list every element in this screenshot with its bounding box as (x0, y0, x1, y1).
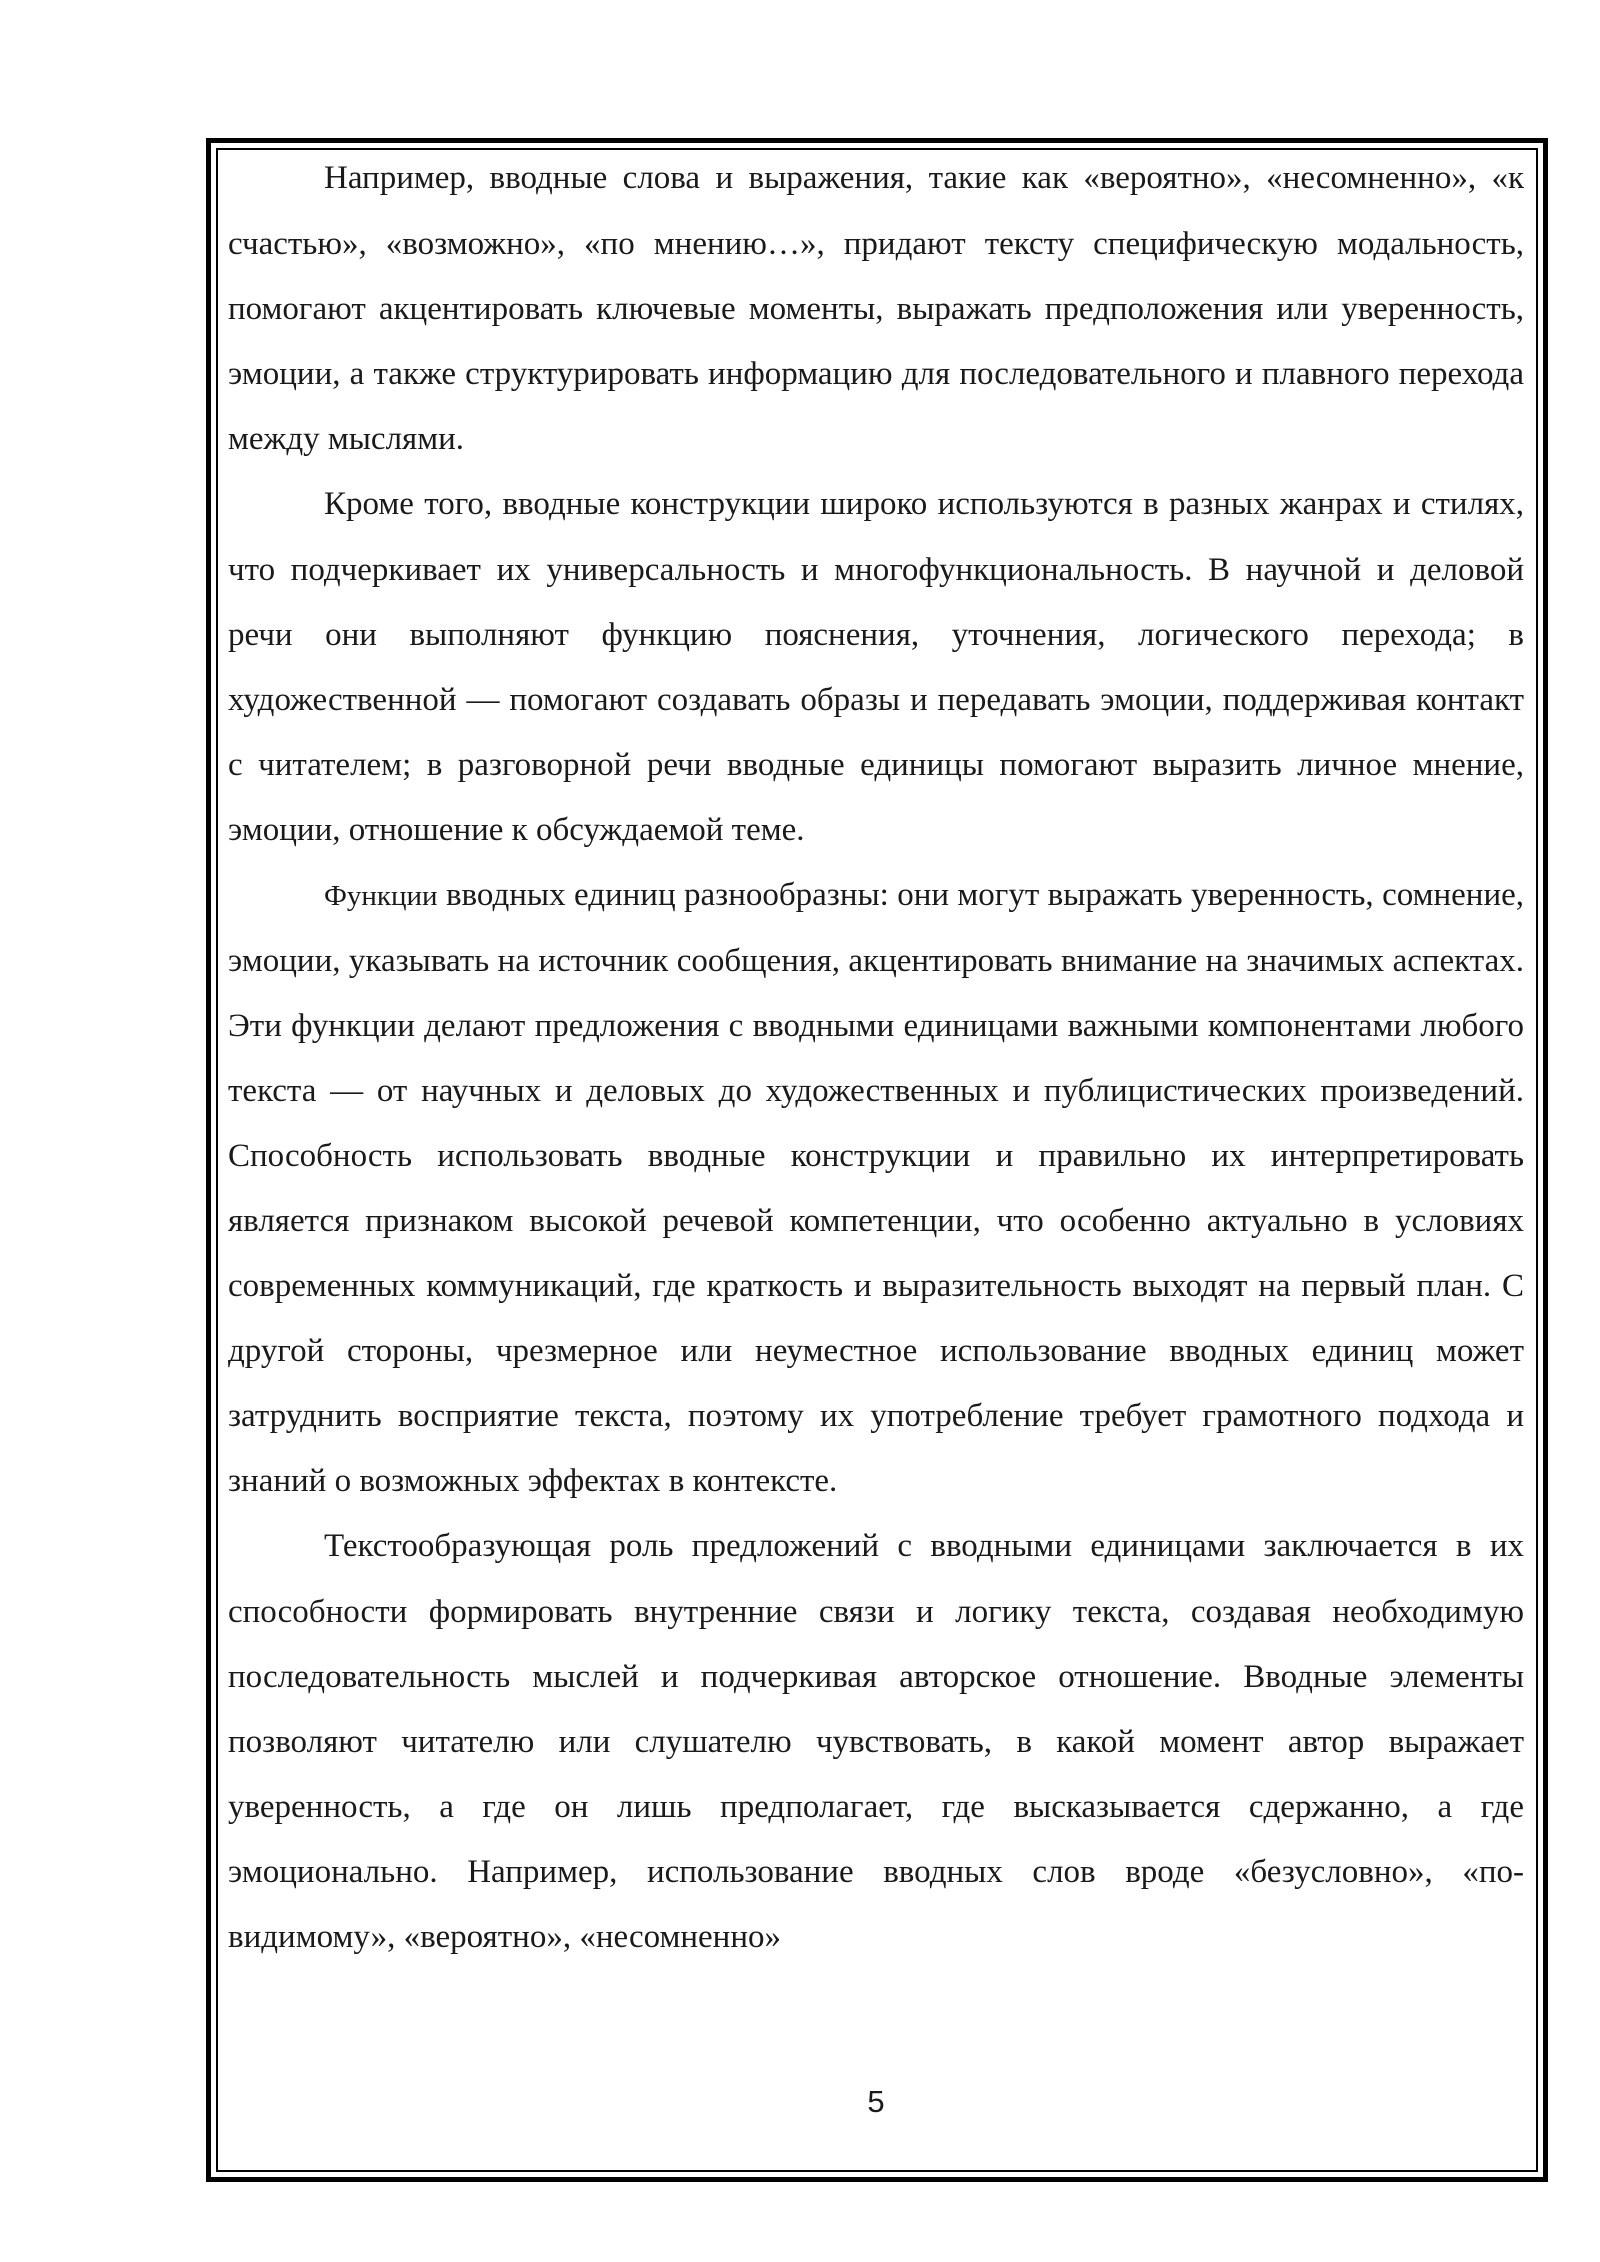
paragraph-1 (228, 146, 1524, 472)
paragraph-4 (228, 1514, 1524, 1970)
paragraph-text: Текстообразующая роль предложений с вводными единицами заключается в их способности формировать внутренние связи и логику текста, создавая необходимую последовательность мыслей и подчеркивая авторское отношение. Вводные элементы позволяют читателю или слушателю чувствовать, в какой момент автор выражает уверенность, а где он лишь предполагает, где высказывается сдержанно, а где эмоционально. Например, использование вводных слов вроде «безусловно», «по-видимому», «вероятно», «несомненно» (228, 1528, 1524, 1955)
page-content (228, 146, 1524, 1970)
paragraph-lead: Функции (324, 880, 438, 912)
paragraph-text: Кроме того, вводные конструкции широко используются в разных жанрах и стилях, что подчеркивает их универсальность и многофункциональность. В научной и деловой речи они выполняют функцию пояснения, уточнения, логического перехода; в художественной — помогают создавать образы и передавать эмоции, поддерживая контакт с читателем; в разговорной речи вводные единицы помогают выразить личное мнение, эмоции, отношение к обсуждаемой теме. (228, 486, 1524, 848)
paragraph-2 (228, 472, 1524, 863)
paragraph-text: Например, вводные слова и выражения, такие как «вероятно», «несомненно», «к счастью», «возможно», «по мнению…», придают тексту специфическую модальность, помогают акцентировать ключевые моменты, выражать предположения или уверенность, эмоции, а также структурировать информацию для последовательного и плавного перехода между мыслями. (228, 160, 1524, 457)
paragraph-text: вводных единиц разнообразны: они могут выражать уверенность, сомнение, эмоции, указывать на источник сообщения, акцентировать внимание на значимых аспектах. Эти функции делают предложения с вводными единицами важными компонентами любого текста — от научных и деловых до художественных и публицистических произведений. Способность использовать вводные конструкции и правильно их интерпретировать является признаком высокой речевой компетенции, что особенно актуально в условиях современных коммуникаций, где краткость и выразительность выходят на первый план. С другой стороны, чрезмерное или неуместное использование вводных единиц может затруднить восприятие текста, поэтому их употребление требует грамотного подхода и знаний о возможных эффектах в контексте. (228, 877, 1524, 1499)
page-number: 5 (867, 2084, 885, 2119)
paragraph-3 (228, 863, 1524, 1514)
